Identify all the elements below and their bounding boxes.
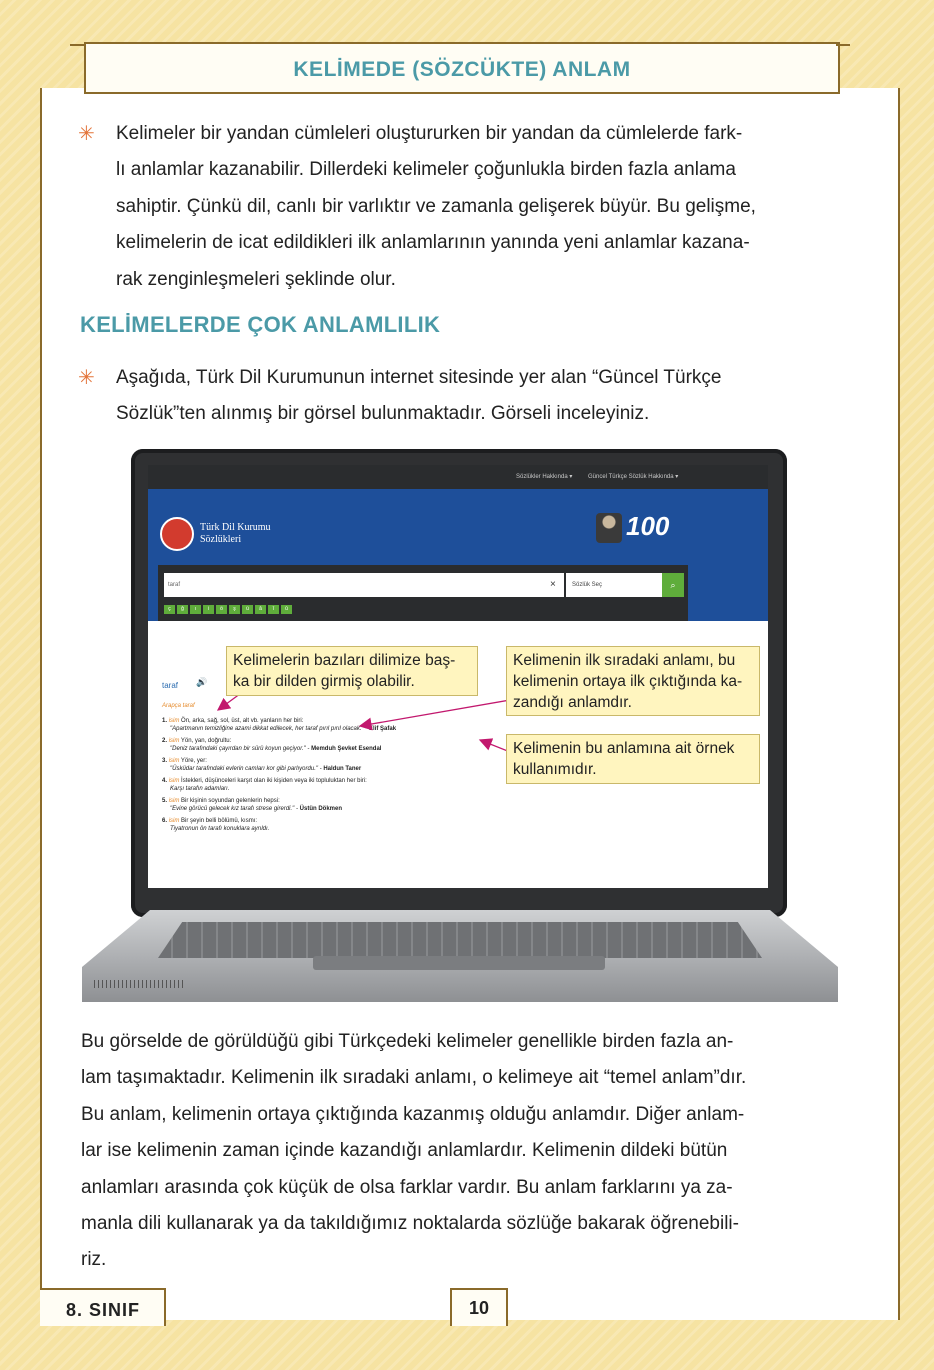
example-text: "Apartmanın temizliğine azami dikkat edilecek, her taraf pırıl pırıl olacak." - <box>170 726 370 732</box>
char-key[interactable]: ş <box>229 605 240 614</box>
example-text: Karşı tarafın adamları. <box>170 786 230 792</box>
char-key[interactable]: i <box>203 605 214 614</box>
callout-line: Kelimenin bu anlamına ait örnek <box>513 740 735 757</box>
clear-icon[interactable]: × <box>550 579 556 590</box>
text-line: sahiptir. Çünkü dil, canlı bir varlıktır ve zamanla gelişerek büyür. Bu gelişme, <box>116 195 756 217</box>
search-input[interactable]: taraf <box>164 573 564 597</box>
grade-label: 8. SINIF <box>66 1300 141 1320</box>
callout-borrowed <box>226 646 478 696</box>
example-author: Memduh Şevket Esendal <box>311 746 382 752</box>
nav-link-dictionaries[interactable]: Sözlükler Hakkında ▾ <box>516 474 573 480</box>
callout-line: Kelimelerin bazıları dilimize baş- <box>233 652 456 669</box>
callout-line: kullanımıdır. <box>513 761 597 778</box>
bullet-icon: ✳ <box>78 367 95 389</box>
char-key[interactable]: ç <box>164 605 175 614</box>
meaning-text: Bir şeyin belli bölümü, kısmı: <box>179 818 258 824</box>
text-line: kelimelerin de icat edildikleri ilk anlamlarının yanında yeni anlamlar kazana- <box>116 232 750 254</box>
meaning-tag: isim <box>168 818 180 824</box>
callout-line: kelimenin ortaya ilk çıktığında ka- <box>513 673 743 690</box>
text-line: rak zenginleşmeleri şeklinde olur. <box>116 268 396 290</box>
char-key[interactable]: â <box>255 605 266 614</box>
meaning-tag: isim <box>168 758 180 764</box>
anniversary-badge: 100 <box>626 511 670 541</box>
grade-label-box <box>40 1288 166 1326</box>
text-line: lı anlamlar kazanabilir. Dillerdeki kelimeler çoğunlukla birden fazla anlama <box>116 159 736 181</box>
arrow-to-first-meaning <box>360 700 510 726</box>
text-line: anlamları arasında çok küçük de olsa farklar vardır. Bu anlam farklarını ya za- <box>81 1176 733 1198</box>
example-text: "Üsküdar tarafındaki evlerin camları kor gibi parlıyordu." - <box>170 766 324 772</box>
text-line: lam taşımaktadır. Kelimenin ilk sıradaki anlamı, o kelimeye ait “temel anlam”dır. <box>81 1067 747 1089</box>
page-title: KELİMEDE (SÖZCÜKTE) ANLAM <box>293 58 631 81</box>
char-key[interactable]: ü <box>242 605 253 614</box>
meaning-number: 6. <box>162 818 168 824</box>
char-key[interactable]: ö <box>216 605 227 614</box>
page-number: 10 <box>468 1298 490 1318</box>
callout-line: ka bir dilden girmiş olabilir. <box>233 673 415 690</box>
meaning-tag: isim <box>168 738 180 744</box>
speaker-icon[interactable]: 🔊 <box>196 677 208 687</box>
example-text: "Evine görücü gelecek kız tarafı strese girerdi." - <box>170 806 300 812</box>
page-number-box <box>450 1288 508 1326</box>
text-line: Bu anlam, kelimenin ortaya çıktığında kazanmış olduğu anlamdır. Diğer anlam- <box>81 1103 745 1125</box>
logo-subtext: Sözlükleri <box>200 534 242 545</box>
section-heading: KELİMELERDE ÇOK ANLAMLILIK <box>80 312 441 337</box>
char-key[interactable]: û <box>281 605 292 614</box>
meaning-tag: isim <box>168 778 180 784</box>
text-line: manla dili kullanarak ya da takıldığımız noktalarda sözlüğe bakarak öğrenebili- <box>81 1213 739 1235</box>
char-key[interactable]: ğ <box>177 605 188 614</box>
example-author: Elif Şafak <box>369 726 397 732</box>
bullet-icon: ✳ <box>78 123 95 145</box>
logo-text: Türk Dil Kurumu <box>200 522 271 533</box>
search-button[interactable]: ⌕ <box>662 573 684 597</box>
example-author: Üstün Dökmen <box>299 806 342 812</box>
example-author: Haldun Taner <box>323 766 362 772</box>
meaning-number: 3. <box>162 758 168 764</box>
meaning-text: Ön, arka, sağ, sol, üst, alt vb. yanların her biri: <box>179 718 304 724</box>
callout-example-use <box>506 734 760 784</box>
example-text: Tiyatronun ön tarafı konuklara ayrıldı. <box>170 826 270 832</box>
meaning-text: Yön, yan, doğrultu: <box>179 738 232 744</box>
meaning-number: 4. <box>162 778 168 784</box>
meaning-number: 2. <box>162 738 168 744</box>
text-line: lar ise kelimenin zaman içinde kazandığı anlamlardır. Kelimenin dildeki bütün <box>81 1140 728 1162</box>
meaning-text: Yöre, yer: <box>179 758 207 764</box>
nav-link-gts-about[interactable]: Güncel Türkçe Sözlük Hakkında ▾ <box>588 474 679 480</box>
body-paragraph <box>81 1024 837 1279</box>
char-key[interactable]: ı <box>190 605 201 614</box>
text-line: Kelimeler bir yandan cümleleri oluştururken bir yandan da cümlelerde fark- <box>116 123 743 144</box>
meaning-tag: isim <box>168 718 180 724</box>
text-line: Aşağıda, Türk Dil Kurumunun internet sitesinde yer alan “Güncel Türkçe <box>116 367 722 388</box>
meaning-number: 5. <box>162 798 168 804</box>
callout-line: zandığı anlamdır. <box>513 694 632 711</box>
text-line: riz. <box>81 1249 107 1271</box>
callout-line: Kelimenin ilk sıradaki anlamı, bu <box>513 652 736 669</box>
callout-first-meaning <box>506 646 760 716</box>
char-key[interactable]: î <box>268 605 279 614</box>
dictionary-select[interactable]: Sözlük Seç <box>566 573 662 597</box>
entry-word: taraf <box>162 681 179 690</box>
text-line: Sözlük”ten alınmış bir görsel bulunmaktadır. Görseli inceleyiniz. <box>116 403 650 425</box>
meaning-tag: isim <box>168 798 180 804</box>
meaning-number: 1. <box>162 718 168 724</box>
text-line: Bu görselde de görüldüğü gibi Türkçedeki kelimeler genellikle birden fazla an- <box>81 1031 734 1052</box>
entry-origin: Arapça taraf <box>162 703 195 709</box>
meaning-text: Bir kişinin soyundan gelenlerin hepsi: <box>179 798 280 804</box>
meaning-text: İstekleri, düşünceleri karşıt olan iki kişiden veya iki topluluktan her biri: <box>179 778 367 784</box>
example-text: "Deniz tarafındaki çayırdan bir sürü koyun geçiyor." - <box>170 746 312 752</box>
